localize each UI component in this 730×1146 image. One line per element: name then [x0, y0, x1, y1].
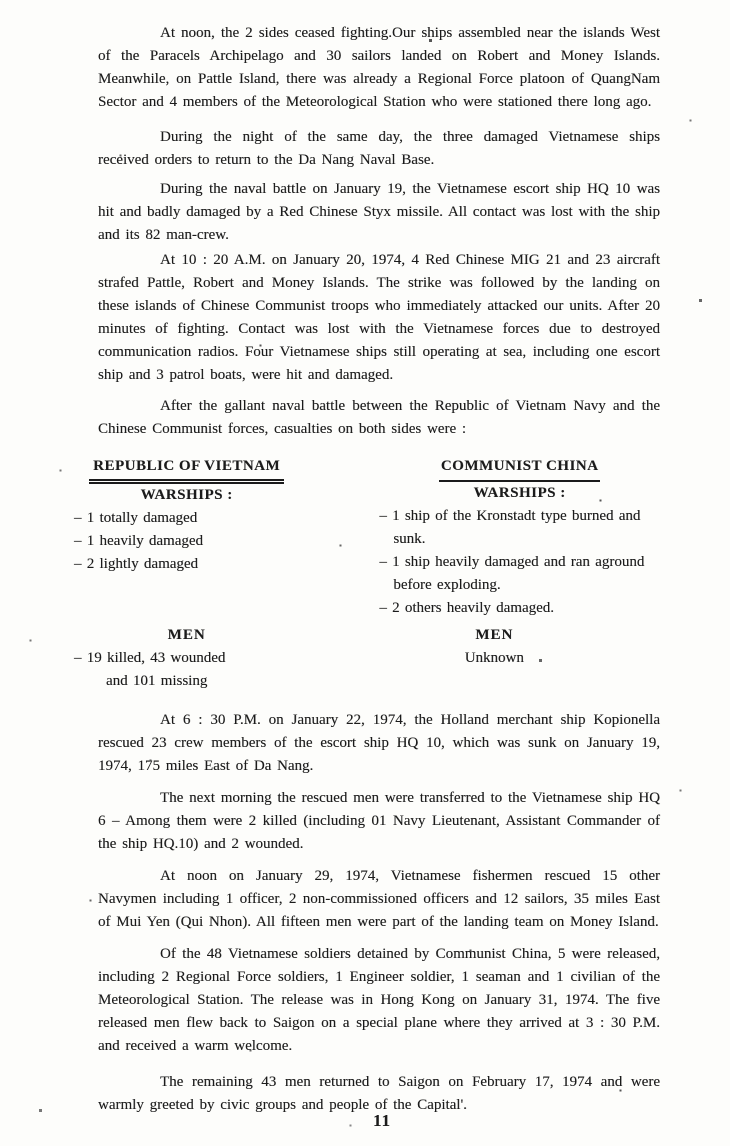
casualties-table: [74, 455, 660, 693]
page-number: 11: [372, 1111, 392, 1130]
vietnam-warship-item: – 2 lightly damaged: [74, 556, 199, 572]
warships-row: [74, 455, 660, 620]
china-men-header: MEN: [475, 627, 514, 643]
casualties-column-vietnam: [74, 455, 299, 576]
men-column-china: [379, 624, 660, 670]
china-warship-item: – 2 others heavily damaged.: [379, 600, 555, 616]
paragraph-remaining-return: The remaining 43 men returned to Saigon on February 17, 1974 and were warmly greeted by civic groups and people of the Capital'.: [98, 1074, 660, 1113]
china-header-wrap: [379, 455, 660, 482]
paragraph-fishermen-rescue: At noon on January 29, 1974, Vietnamese fishermen rescued 15 other Navymen including 1 officer, 2 non-commissioned officers and 12 sailors, 35 miles East of Mui Yen (Qui Nhon). All fifteen men were part of the landing team on Money Island.: [98, 868, 660, 930]
vietnam-men-header: MEN: [167, 627, 206, 643]
vietnam-warships-label: WARSHIPS :: [140, 487, 233, 503]
china-warships-label: WARSHIPS :: [473, 485, 566, 501]
vietnam-header-wrap: [74, 455, 299, 484]
china-warship-item: – 1 ship of the Kronstadt type burned and sunk.: [379, 508, 641, 547]
paragraph-transfer-hq6: The next morning the rescued men were transferred to the Vietnamese ship HQ 6 – Among them were 2 killed (including 01 Navy Lieutenant, Assistant Commander of the ship HQ.10) and 2 wounded.: [98, 790, 660, 852]
china-warship-item: – 1 ship heavily damaged and ran aground before exploding.: [379, 554, 645, 593]
vietnam-warship-item: – 1 heavily damaged: [74, 533, 204, 549]
paragraph-hq10-hit: During the naval battle on January 19, the Vietnamese escort ship HQ 10 was hit and badly damaged by a Red Chinese Styx missile. All contact was lost with the ship and its 82 man-crew.: [98, 181, 660, 243]
men-column-vietnam: [74, 624, 299, 693]
paragraph-night-return: During the night of the same day, the three damaged Vietnamese ships received orders to return to the Da Nang Naval Base.: [98, 129, 660, 168]
vietnam-men-line: – 19 killed, 43 wounded: [74, 650, 226, 666]
china-men-block: [379, 624, 609, 670]
paragraph-jan20-strike: At 10 : 20 A.M. on January 20, 1974, 4 Red Chinese MIG 21 and 23 aircraft strafed Pattle, Robert and Money Islands. The strike was followed by the landing on these islands of Chinese Communist troops who immediately attacked our units. After 20 minutes of fighting. Contact was lost with the Vietnamese forces due to destroyed communication radios. Four Vietnamese ships still operating at sea, including one escort ship and 3 patrol boats, were hit and damaged.: [98, 252, 660, 383]
paragraph-noon-ceasefire: At noon, the 2 sides ceased fighting.Our ships assembled near the islands West of the Paracels Archipelago and 30 sailors landed on Robert and Money Islands. Meanwhile, on Pattle Island, there was already a Regional Force platoon of QuangNam Sector and 4 members of the Meteorological Station who were stationed there long ago.: [98, 25, 660, 110]
vietnam-warship-item: – 1 totally damaged: [74, 510, 198, 526]
china-header: COMMUNIST CHINA: [439, 455, 601, 482]
vietnam-header: REPUBLIC OF VIETNAM: [89, 455, 284, 484]
vietnam-men-line: and 101 missing: [106, 673, 208, 689]
china-men-value: Unknown: [464, 650, 524, 666]
scan-noise: [0, 0, 1, 1]
paragraph-prisoners-release: Of the 48 Vietnamese soldiers detained by Communist China, 5 were released, including 2 Regional Force soldiers, 1 Engineer soldier, 1 seaman and 1 civilian of the Meteorological Station. The release was in Hong Kong on January 31, 1974. The five released men flew back to Saigon on a special plane where they arrived at 3 : 30 P.M. and received a warm welcome.: [98, 946, 660, 1054]
men-row: [74, 624, 660, 693]
casualties-column-china: [379, 455, 660, 620]
paragraph-kopionella-rescue: At 6 : 30 P.M. on January 22, 1974, the Holland merchant ship Kopionella rescued 23 crew members of the escort ship HQ 10, which was sunk on January 19, 1974, 175 miles East of Da Nang.: [98, 712, 660, 774]
paragraph-casualties-intro: After the gallant naval battle between the Republic of Vietnam Navy and the Chinese Communist forces, casualties on both sides were :: [98, 398, 660, 437]
